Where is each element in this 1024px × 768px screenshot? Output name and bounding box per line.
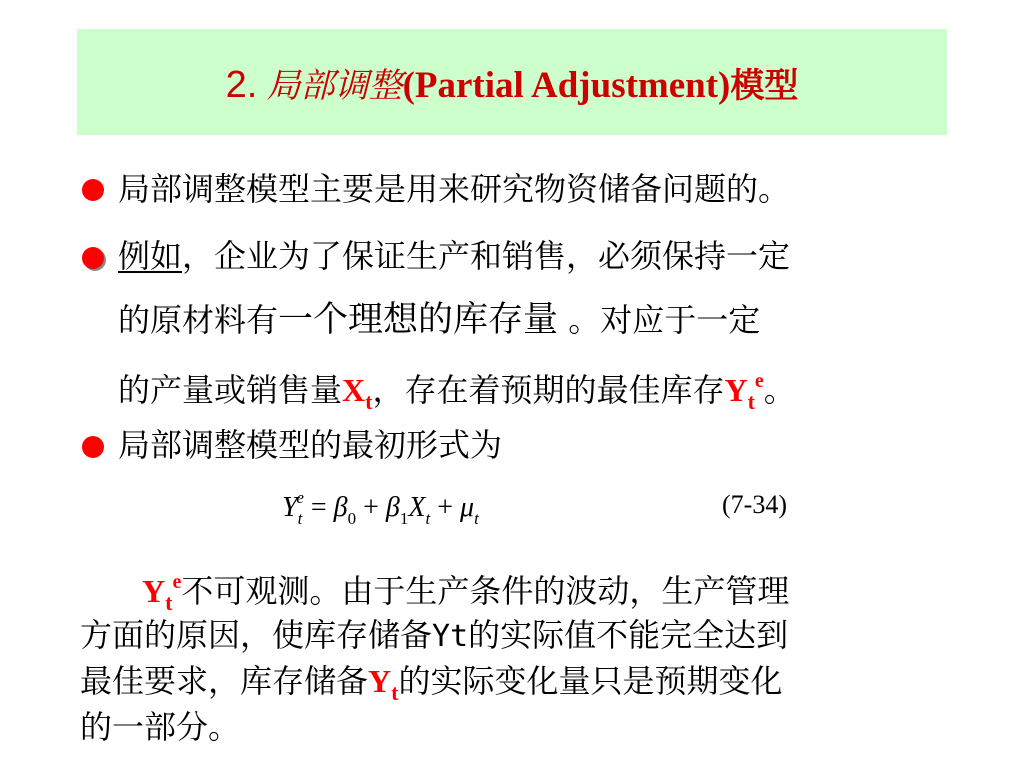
title-banner — [77, 29, 947, 135]
var-y-sub: t — [747, 389, 755, 414]
bullet-dot-1 — [82, 179, 104, 201]
formula-y: Y — [282, 492, 298, 523]
title-suffix: 模型 — [730, 65, 799, 106]
bullet-2-line-2c: 。对应于一定 — [558, 301, 761, 339]
para-y-sub: t — [165, 590, 173, 615]
paragraph-line-1-text: 不可观测。由于生产条件的波动，生产管理 — [181, 572, 790, 610]
bullet-2-line-2a: 的原材料有 — [118, 301, 279, 339]
bullet-dot-3 — [82, 436, 104, 458]
formula-mu: μ — [460, 492, 475, 523]
equation-number: (7-34) — [722, 490, 787, 519]
title-en: (Partial Adjustment) — [402, 64, 731, 106]
bullet-1-text: 局部调整模型主要是用来研究物资储备问题的。 — [118, 170, 791, 208]
formula-plus-1: + — [356, 492, 386, 523]
formula-x-sub: t — [425, 509, 431, 528]
formula-equals: = — [303, 492, 334, 523]
bullet-2-line-3a: 的产量或销售量 — [118, 371, 343, 409]
paragraph-line-3a: 最佳要求，库存储备 — [80, 662, 369, 700]
formula-beta1-sub: 1 — [399, 509, 409, 528]
paragraph-line-4: 的一部分。 — [80, 708, 241, 746]
slide-title — [226, 58, 799, 107]
paragraph-yt-mono: Yt — [432, 619, 469, 654]
var-y-letter: Y — [724, 372, 748, 408]
para-y-letter: Y — [142, 573, 166, 609]
example-label: 例如 — [118, 237, 183, 275]
var-x-sub: t — [365, 389, 373, 414]
paragraph-line-3b: 的实际变化量只是预期变化 — [398, 662, 783, 700]
bullet-2-line-1 — [118, 237, 790, 275]
para-yt-letter: Y — [368, 663, 392, 699]
ideal-inventory-text: 一个理想的库存量 — [278, 300, 559, 340]
bullet-2-line-3b: ，存在着预期的最佳库存 — [372, 371, 725, 409]
bullet-2-end: 。 — [763, 371, 796, 409]
formula-beta0: β — [333, 492, 348, 523]
bullet-2-line-1-text: ，企业为了保证生产和销售，必须保持一定 — [182, 237, 791, 275]
para-y-sup: e — [172, 571, 182, 593]
formula — [282, 488, 479, 529]
para-var-yt — [368, 663, 399, 705]
bullet-2-line-2 — [118, 301, 760, 339]
bullet-2-line-3 — [118, 362, 796, 421]
formula-beta1: β — [385, 492, 400, 523]
paragraph-line-2b: 的实际值不能完全达到 — [468, 616, 789, 654]
var-x — [342, 372, 373, 414]
var-y-e — [724, 370, 764, 414]
paragraph-line-2a: 方面的原因，使库存储备 — [80, 616, 433, 654]
var-x-letter: X — [342, 372, 366, 408]
formula-plus-2: + — [430, 492, 460, 523]
formula-y-sup: e — [296, 488, 304, 507]
formula-mu-sub: t — [474, 509, 479, 528]
title-cn: 局部调整 — [266, 65, 403, 106]
bullet-3-text: 局部调整模型的最初形式为 — [118, 426, 503, 464]
title-number: 2. — [225, 63, 258, 106]
formula-beta0-sub: 0 — [347, 509, 357, 528]
bullet-dot-2 — [82, 247, 104, 269]
paragraph-line-1 — [142, 563, 789, 622]
para-yt-sub: t — [391, 680, 399, 705]
formula-x: X — [408, 492, 426, 523]
paragraph-line-3 — [80, 662, 782, 712]
para-var-y-e — [142, 571, 182, 615]
formula-y-sub: t — [297, 509, 303, 528]
var-y-sup: e — [754, 370, 764, 392]
paragraph-line-2 — [80, 616, 788, 656]
